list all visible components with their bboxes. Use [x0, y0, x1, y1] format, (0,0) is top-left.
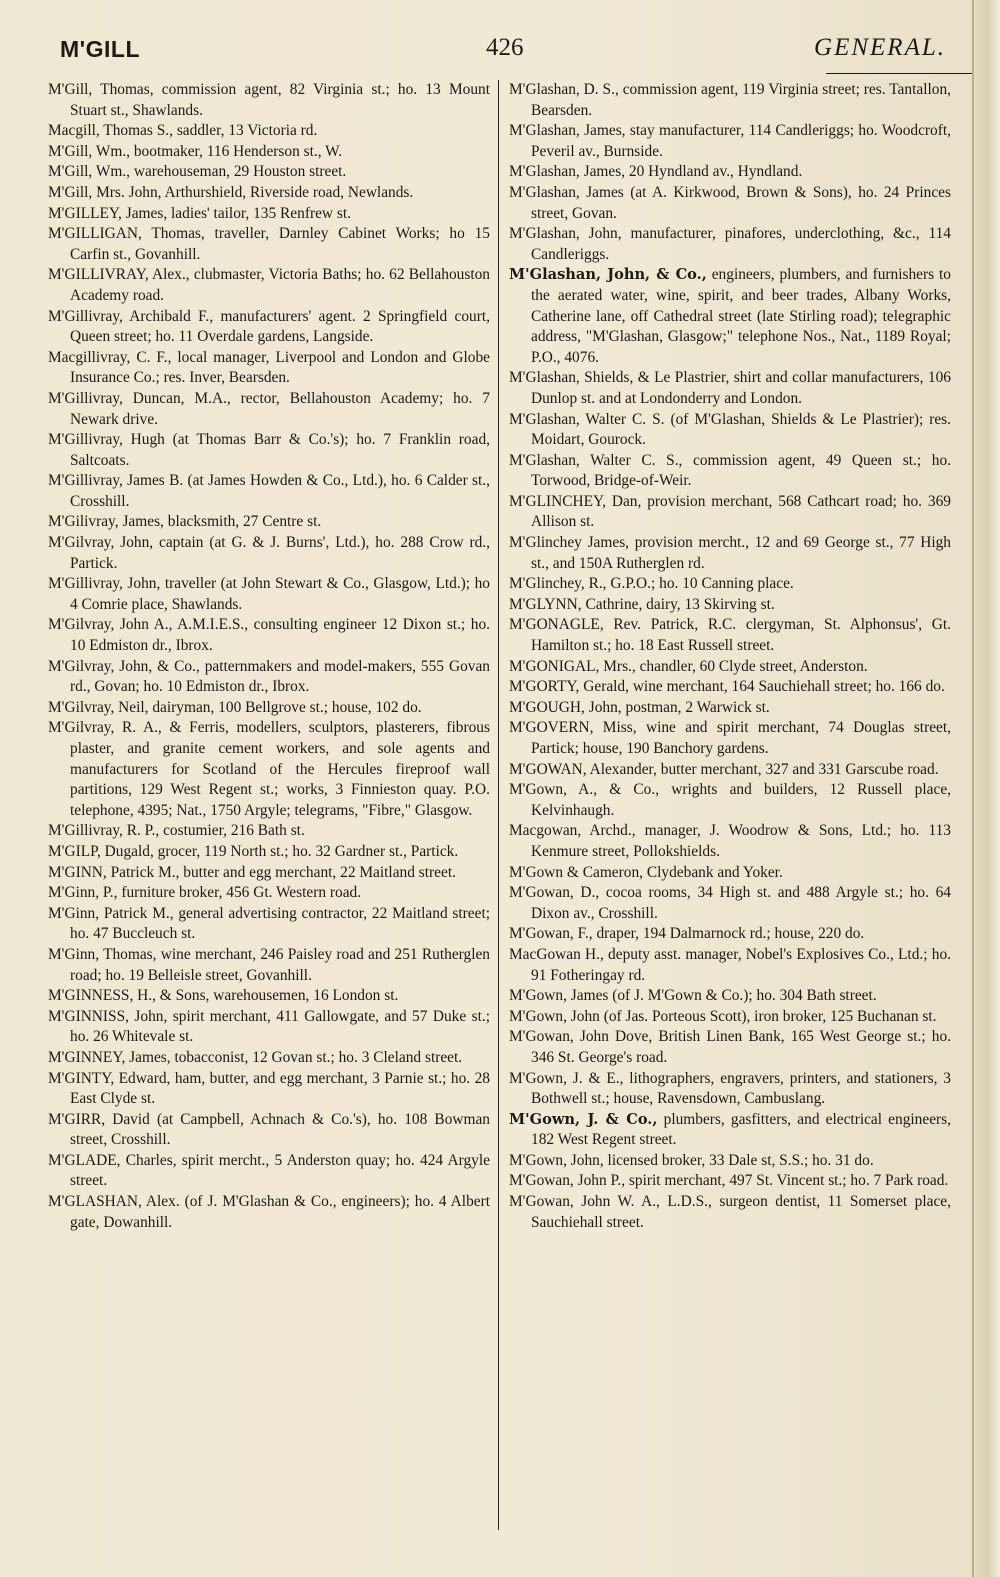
entry-text: M'GONAGLE, Rev. Patrick, R.C. clergyman, St. Alphonsus', Gt. Hamilton st.; ho. 18 East Russell street.	[509, 616, 951, 655]
directory-entry	[509, 492, 951, 533]
directory-entry	[509, 533, 951, 574]
entry-text: M'GILLEY, James, ladies' tailor, 135 Renfrew st.	[48, 204, 351, 222]
entry-text: M'GLADE, Charles, spirit mercht., 5 Anderston quay; ho. 424 Argyle street.	[48, 1151, 490, 1190]
entry-text: engineers, plumbers, and furnishers to the aerated water, wine, spirit, and beer trades, Albany Works, Catherine lane, off Cathedral street (late Stirling road); telegraphic address, "M'Glashan, Glasgow;" telephone Nos., Nat., 1189 Royal; P.O., 4076.	[531, 266, 951, 366]
directory-entry	[48, 657, 490, 698]
directory-entry	[509, 1110, 951, 1151]
directory-entry	[509, 265, 951, 368]
directory-entry	[48, 574, 490, 615]
entry-text: M'Gilvray, John, captain (at G. & J. Burns', Ltd.), ho. 288 Crow rd., Partick.	[48, 534, 490, 572]
entry-text: M'GLYNN, Cathrine, dairy, 13 Skirving st.	[509, 595, 775, 613]
entry-text: M'Gill, Thomas, commission agent, 82 Virginia st.; ho. 13 Mount Stuart st., Shawlands.	[48, 81, 490, 119]
directory-entry	[509, 863, 951, 884]
entry-text: M'GINNISS, John, spirit merchant, 411 Gallowgate, and 57 Duke st.; ho. 26 Whitevale st.	[48, 1007, 490, 1046]
entry-text: M'Gowan, John P., spirit merchant, 497 St. Vincent st.; ho. 7 Park road.	[509, 1172, 949, 1190]
entry-text: M'Gowan, D., cocoa rooms, 34 High st. and 488 Argyle st.; ho. 64 Dixon av., Crosshill.	[509, 884, 951, 922]
directory-entry	[48, 718, 490, 821]
page-number: 426	[486, 34, 524, 61]
entry-text: M'Glashan, James (at A. Kirkwood, Brown & Sons), ho. 24 Princes street, Govan.	[509, 183, 951, 222]
entry-text: M'Gilvray, Neil, dairyman, 100 Bellgrove st.; house, 102 do.	[48, 698, 422, 716]
directory-entry	[509, 1007, 951, 1028]
left-column	[48, 80, 490, 1233]
directory-entry	[48, 842, 490, 863]
entry-name-bold: M'Gown, J. & Co.,	[509, 1110, 658, 1128]
directory-entry	[509, 451, 951, 492]
entry-text: M'Glinchey James, provision mercht., 12 and 69 George st., 77 High st., and 150A Rutherglen rd.	[509, 534, 951, 572]
entry-text: M'Ginn, Patrick M., general advertising contractor, 22 Maitland street; ho. 47 Buccleuch st.	[48, 904, 490, 943]
entry-text: M'GOUGH, John, postman, 2 Warwick st.	[509, 698, 770, 716]
entry-text: M'GONIGAL, Mrs., chandler, 60 Clyde street, Anderston.	[509, 657, 868, 675]
header-rule	[826, 73, 986, 74]
entry-text: M'Gill, Wm., bootmaker, 116 Henderson st., W.	[48, 142, 343, 160]
directory-entry	[48, 389, 490, 430]
entry-text: M'GORTY, Gerald, wine merchant, 164 Sauchiehall street; ho. 166 do.	[509, 678, 945, 696]
entry-text: M'Glashan, James, 20 Hyndland av., Hyndland.	[509, 163, 803, 181]
entry-text: M'Gillivray, Duncan, M.A., rector, Bellahouston Academy; ho. 7 Newark drive.	[48, 389, 490, 428]
directory-entry	[509, 945, 951, 986]
directory-entry	[509, 183, 951, 224]
entry-text: M'Glashan, John, manufacturer, pinafores, underclothing, &c., 114 Candleriggs.	[509, 225, 951, 263]
entry-text: MacGowan H., deputy asst. manager, Nobel's Explosives Co., Ltd.; ho. 91 Fotheringay rd.	[509, 945, 951, 984]
entry-text: M'Gilivray, James, blacksmith, 27 Centre st.	[48, 513, 322, 531]
entry-text: M'Gown, J. & E., lithographers, engravers, printers, and stationers, 3 Bothwell st.; house, Ravensdown, Cambuslang.	[509, 1069, 951, 1108]
entry-text: M'Gill, Mrs. John, Arthurshield, Riverside road, Newlands.	[48, 183, 414, 201]
directory-entry	[48, 1048, 490, 1069]
entry-text: M'GLASHAN, Alex. (of J. M'Glashan & Co., engineers); ho. 4 Albert gate, Dowanhill.	[48, 1193, 490, 1231]
entry-text: M'GILLIGAN, Thomas, traveller, Darnley Cabinet Works; ho 15 Carfin st., Govanhill.	[48, 225, 490, 263]
directory-entry	[48, 883, 490, 904]
directory-entry	[48, 80, 490, 121]
entry-text: M'GILLIVRAY, Alex., clubmaster, Victoria Baths; ho. 62 Bellahouston Academy road.	[48, 266, 490, 304]
entry-text: M'GILP, Dugald, grocer, 119 North st.; ho. 32 Gardner st., Partick.	[48, 842, 459, 860]
directory-entry	[509, 410, 951, 451]
entry-text: M'Gillivray, R. P., costumier, 216 Bath st.	[48, 822, 305, 840]
entry-text: Macgillivray, C. F., local manager, Liverpool and London and Globe Insurance Co.; res. Inver, Bearsden.	[48, 348, 490, 387]
directory-entry	[509, 657, 951, 678]
directory-entry	[48, 1192, 490, 1233]
entry-text: M'GINN, Patrick M., butter and egg merchant, 22 Maitland street.	[48, 863, 456, 881]
directory-entry	[48, 1151, 490, 1192]
directory-entry	[48, 512, 490, 533]
entry-text: M'GINNEY, James, tobacconist, 12 Govan st.; ho. 3 Cleland street.	[48, 1048, 463, 1066]
entry-text: M'GINTY, Edward, ham, butter, and egg merchant, 3 Parnie st.; ho. 28 East Clyde st.	[48, 1069, 490, 1108]
directory-entry	[48, 863, 490, 884]
page-header	[46, 34, 946, 74]
directory-entry	[509, 677, 951, 698]
directory-entry	[509, 162, 951, 183]
entry-text: M'Gillivray, Hugh (at Thomas Barr & Co.'s); ho. 7 Franklin road, Saltcoats.	[48, 431, 490, 469]
directory-entry	[48, 698, 490, 719]
directory-entry	[48, 430, 490, 471]
directory-entry	[48, 471, 490, 512]
directory-entry	[509, 1069, 951, 1110]
directory-entry	[48, 142, 490, 163]
directory-entry	[509, 224, 951, 265]
directory-entry	[48, 945, 490, 986]
entry-text: Macgowan, Archd., manager, J. Woodrow & Sons, Ltd.; ho. 113 Kenmure street, Pollokshields.	[509, 822, 951, 860]
entry-text: M'Gown, James (of J. M'Gown & Co.); ho. 304 Bath street.	[509, 987, 877, 1005]
directory-entry	[48, 533, 490, 574]
directory-entry	[509, 883, 951, 924]
directory-entry	[48, 904, 490, 945]
header-running-name: M'GILL	[60, 36, 141, 62]
directory-entry	[509, 760, 951, 781]
directory-entry	[48, 224, 490, 265]
directory-entry	[48, 821, 490, 842]
entry-text: M'Gill, Wm., warehouseman, 29 Houston street.	[48, 163, 347, 181]
entry-text: M'Gowan, John Dove, British Linen Bank, 165 West George st.; ho. 346 St. George's road.	[509, 1028, 951, 1066]
page-binding-edge	[972, 0, 1000, 1577]
entry-text: M'Glashan, Shields, & Le Plastrier, shirt and collar manufacturers, 106 Dunlop st. and at Londonderry and London.	[509, 369, 951, 407]
entry-text: M'Gillivray, Archibald F., manufacturers' agent. 2 Springfield court, Queen street; ho. 11 Overdale gardens, Langside.	[48, 307, 490, 346]
directory-entry	[48, 204, 490, 225]
entry-text: Macgill, Thomas S., saddler, 13 Victoria rd.	[48, 122, 318, 140]
directory-entry	[509, 1192, 951, 1233]
directory-entry	[48, 986, 490, 1007]
entry-text: M'Glashan, James, stay manufacturer, 114 Candleriggs; ho. Woodcroft, Peveril av., Burnside.	[509, 122, 951, 160]
directory-entry	[509, 595, 951, 616]
directory-entry	[48, 121, 490, 142]
directory-entry	[509, 1151, 951, 1172]
directory-entry	[48, 348, 490, 389]
directory-entry	[509, 615, 951, 656]
entry-text: M'GOVERN, Miss, wine and spirit merchant, 74 Douglas street, Partick; house, 190 Banchory gardens.	[509, 719, 951, 757]
entry-text: M'Gilvray, John, & Co., patternmakers and model-makers, 555 Govan rd., Govan; ho. 10 Edmiston dr., Ibrox.	[48, 657, 490, 696]
directory-entry	[509, 368, 951, 409]
right-column	[509, 80, 951, 1233]
directory-entry	[509, 80, 951, 121]
entry-text: M'Gowan, F., draper, 194 Dalmarnock rd.; house, 220 do.	[509, 925, 865, 943]
directory-entry	[509, 718, 951, 759]
entry-text: M'Gilvray, R. A., & Ferris, modellers, sculptors, plasterers, fibrous plaster, and granite cement workers, and sole agents and manufacturers for Scotland of the Hercules fireproof wall partitions, 129 West Regent st.; works, 3 Finnieston quay. P.O. telephone, 4395; Nat., 1750 Argyle; telegrams, "Fibre," Glasgow.	[48, 719, 490, 819]
entry-text: plumbers, gasfitters, and electrical engineers, 182 West Regent street.	[531, 1110, 951, 1149]
entry-text: M'GOWAN, Alexander, butter merchant, 327 and 331 Garscube road.	[509, 760, 939, 778]
header-section-title: GENERAL.	[814, 34, 946, 61]
entry-text: M'GIRR, David (at Campbell, Achnach & Co.'s), ho. 108 Bowman street, Crosshill.	[48, 1110, 490, 1149]
entry-text: M'Gown & Cameron, Clydebank and Yoker.	[509, 863, 783, 881]
entry-text: M'Gowan, John W. A., L.D.S., surgeon dentist, 11 Somerset place, Sauchiehall street.	[509, 1193, 951, 1231]
entry-text: M'Gillivray, John, traveller (at John Stewart & Co., Glasgow, Ltd.); ho 4 Comrie place, Shawlands.	[48, 575, 490, 613]
entry-text: M'GLINCHEY, Dan, provision merchant, 568 Cathcart road; ho. 369 Allison st.	[509, 492, 951, 531]
entry-text: M'Gown, John, licensed broker, 33 Dale st, S.S.; ho. 31 do.	[509, 1151, 874, 1169]
entry-text: M'Ginn, P., furniture broker, 456 Gt. Western road.	[48, 884, 362, 902]
entry-text: M'Gilvray, John A., A.M.I.E.S., consulting engineer 12 Dixon st.; ho. 10 Edmiston dr., Ibrox.	[48, 616, 490, 655]
directory-entry	[48, 307, 490, 348]
directory-entry	[48, 615, 490, 656]
directory-entry	[48, 1007, 490, 1048]
directory-entry	[509, 780, 951, 821]
entry-text: M'Ginn, Thomas, wine merchant, 246 Paisley road and 251 Rutherglen road; ho. 19 Belleisle street, Govanhill.	[48, 945, 490, 984]
directory-entry	[509, 121, 951, 162]
directory-entry	[48, 162, 490, 183]
entry-text: M'Gown, A., & Co., wrights and builders, 12 Russell place, Kelvinhaugh.	[509, 781, 951, 819]
directory-entry	[509, 1171, 951, 1192]
directory-entry	[48, 1069, 490, 1110]
directory-entry	[509, 698, 951, 719]
directory-entry	[509, 924, 951, 945]
entry-text: M'Gillivray, James B. (at James Howden & Co., Ltd.), ho. 6 Calder st., Crosshill.	[48, 472, 490, 510]
entry-text: M'Glashan, D. S., commission agent, 119 Virginia street; res. Tantallon, Bearsden.	[509, 81, 951, 119]
directory-entry	[509, 821, 951, 862]
entry-text: M'Glinchey, R., G.P.O.; ho. 10 Canning place.	[509, 575, 794, 593]
directory-entry	[48, 265, 490, 306]
directory-entry	[48, 1110, 490, 1151]
entry-text: M'Glashan, Walter C. S., commission agent, 49 Queen st.; ho. Torwood, Bridge-of-Weir.	[509, 451, 951, 490]
column-divider	[498, 80, 499, 1530]
entry-name-bold: M'Glashan, John, & Co.,	[509, 266, 707, 284]
directory-entry	[48, 183, 490, 204]
directory-entry	[509, 1027, 951, 1068]
entry-text: M'GINNESS, H., & Sons, warehousemen, 16 London st.	[48, 987, 399, 1005]
entry-text: M'Gown, John (of Jas. Porteous Scott), iron broker, 125 Buchanan st.	[509, 1007, 937, 1025]
directory-entry	[509, 986, 951, 1007]
directory-entry	[509, 574, 951, 595]
entry-text: M'Glashan, Walter C. S. (of M'Glashan, Shields & Le Plastrier); res. Moidart, Gourock.	[509, 410, 951, 449]
